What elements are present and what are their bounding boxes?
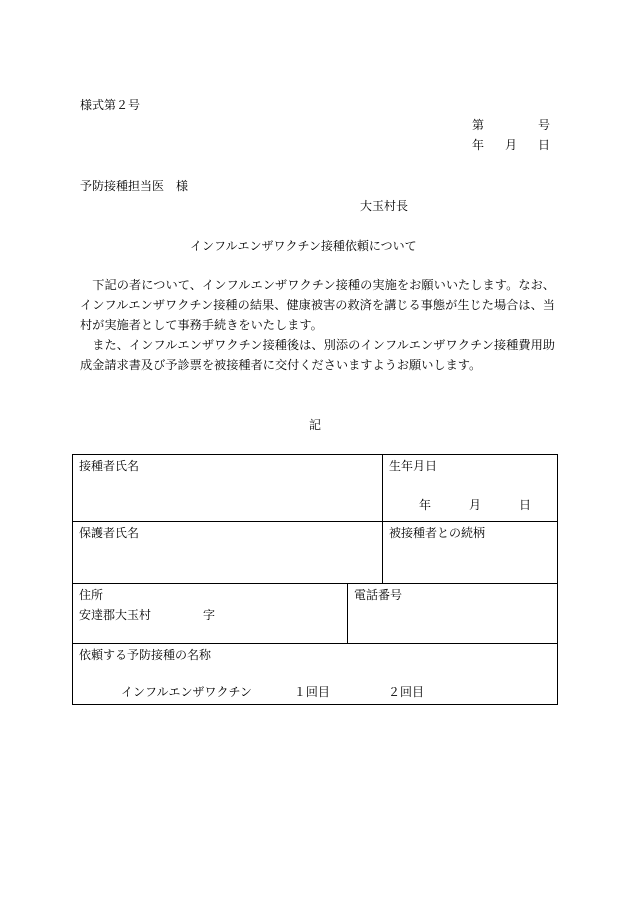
doc-number-prefix: 第	[472, 118, 485, 132]
birth-year: 年	[418, 498, 431, 512]
doc-date-month: 月	[504, 138, 517, 152]
patient-name-cell	[73, 455, 383, 522]
address-cell	[73, 584, 348, 644]
dose-2: ２回目	[387, 685, 424, 699]
phone-cell	[348, 584, 558, 644]
birthdate-cell	[383, 455, 558, 522]
relationship-label: 被接種者との続柄	[389, 526, 486, 540]
doc-number-suffix: 号	[537, 118, 550, 132]
addressee: 予防接種担当医 様	[80, 179, 189, 193]
address-prefix: 安達郡大玉村	[79, 608, 152, 622]
document-title: インフルエンザワクチン接種依頼について	[190, 239, 417, 253]
ki-heading: 記	[309, 418, 322, 432]
guardian-name-cell	[73, 522, 383, 584]
dose-1: １回目	[293, 685, 330, 699]
birth-month: 月	[468, 498, 481, 512]
request-form-table	[72, 454, 558, 705]
doc-date-year: 年	[472, 138, 485, 152]
sender: 大玉村長	[360, 199, 409, 213]
doc-date-day: 日	[537, 138, 550, 152]
birthdate-fields	[389, 497, 531, 514]
birth-day: 日	[519, 498, 532, 512]
form-number: 様式第２号	[80, 98, 141, 112]
document-number	[472, 117, 550, 133]
vaccine-name: インフルエンザワクチン	[121, 685, 252, 699]
address-line	[79, 607, 341, 624]
vaccine-line	[79, 684, 551, 701]
body-paragraph-2: また、インフルエンザワクチン接種後は、別添のインフルエンザワクチン接種費用助成金請求書及び予診票を被接種者に交付くださいますようお願いします。	[80, 338, 555, 372]
document-date	[472, 137, 550, 153]
guardian-name-label: 保護者氏名	[79, 526, 140, 540]
relationship-cell	[383, 522, 558, 584]
vaccine-label: 依頼する予防接種の名称	[79, 648, 212, 662]
body-text	[80, 275, 555, 375]
patient-name-label: 接種者氏名	[79, 459, 140, 473]
vaccine-cell	[73, 644, 558, 705]
address-label: 住所	[79, 588, 104, 602]
phone-label: 電話番号	[354, 588, 403, 602]
body-paragraph-1: 下記の者について、インフルエンザワクチン接種の実施をお願いいたします。なお、インフルエンザワクチン接種の結果、健康被害の救済を講じる事態が生じた場合は、当村が実施者として事務手続きをいたします。	[80, 278, 555, 332]
address-aza: 字	[203, 608, 216, 622]
birthdate-label: 生年月日	[389, 459, 438, 473]
